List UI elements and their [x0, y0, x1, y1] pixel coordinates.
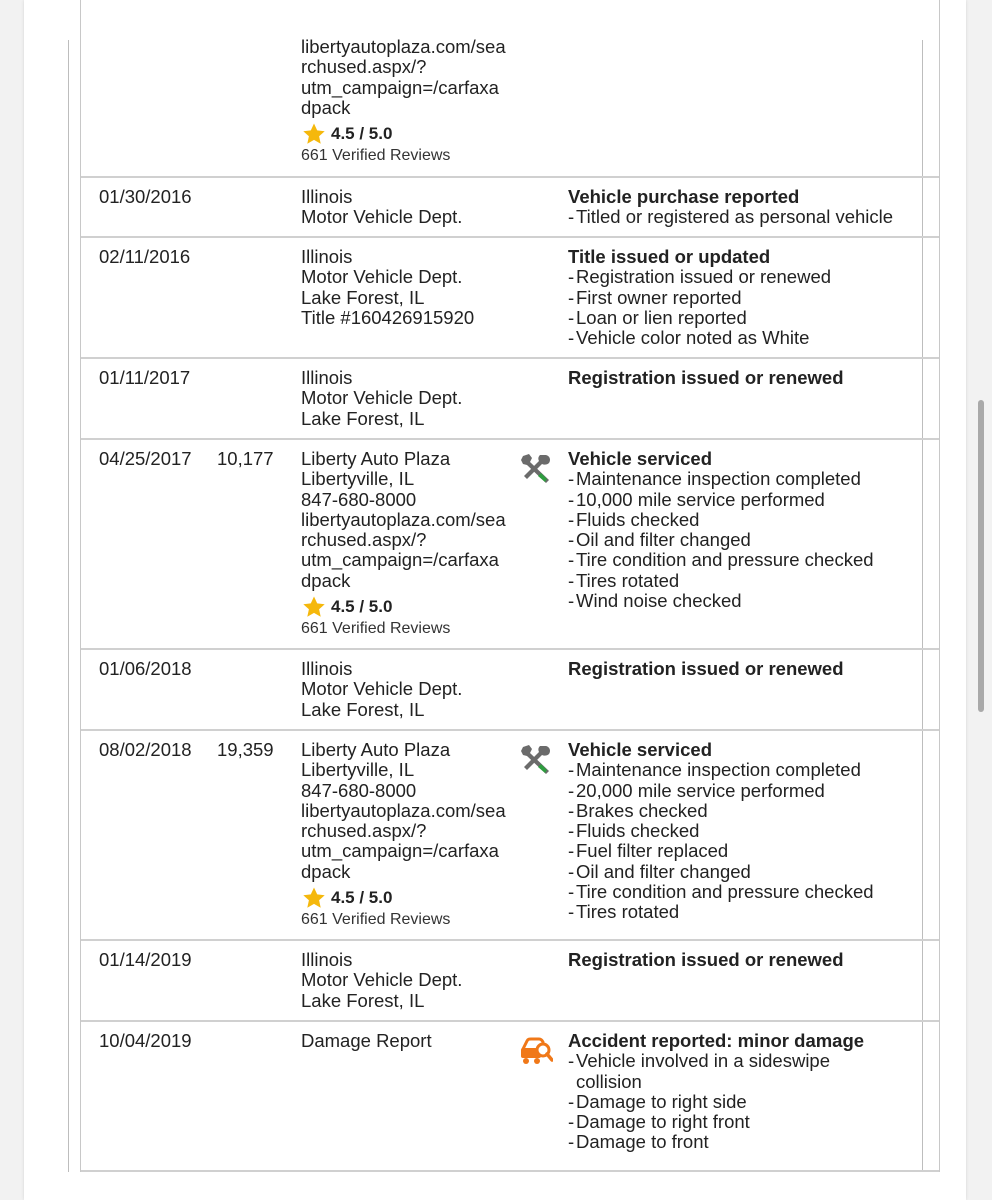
verified-reviews-link[interactable]: 661 Verified Reviews: [301, 620, 451, 638]
record-comments: [568, 187, 893, 228]
source-line: Lake Forest, IL: [301, 286, 425, 308]
comment-detail-text: Brakes checked: [576, 799, 708, 821]
comment-title: Vehicle serviced: [568, 739, 712, 760]
damaged-car-icon: [519, 1034, 553, 1066]
rating-score: 4.5 / 5.0: [331, 887, 393, 907]
comment-detail-text: Fluids checked: [576, 508, 700, 530]
star-icon: [301, 122, 327, 146]
source-line: Motor Vehicle Dept.: [301, 969, 463, 991]
source-website-link[interactable]: utm_campaign=/carfaxa: [301, 549, 499, 571]
source-website-link[interactable]: libertyautoplaza.com/sea: [301, 508, 506, 530]
comment-detail-text: 20,000 mile service performed: [576, 779, 825, 801]
source-line: Motor Vehicle Dept.: [301, 387, 463, 409]
source-line: Motor Vehicle Dept.: [301, 678, 463, 700]
comment-detail: -Titled or registered as personal vehicle: [568, 206, 894, 228]
comment-detail-text: Tire condition and pressure checked: [576, 549, 874, 571]
record-source: [301, 1031, 432, 1051]
comment-detail: -Loan or lien reported: [568, 306, 747, 328]
comment-detail-text: collision: [576, 1070, 642, 1092]
comment-detail: -Brakes checked: [568, 799, 708, 821]
rating-score: 4.5 / 5.0: [331, 124, 393, 144]
record-source: [301, 659, 462, 720]
source-line: Title #160426915920: [301, 306, 475, 328]
report-page: [24, 0, 966, 1200]
comment-detail: -10,000 mile service performed: [568, 488, 825, 510]
comment-detail: -Fluids checked: [568, 508, 700, 530]
source-website-link[interactable]: libertyautoplaza.com/sea: [301, 799, 506, 821]
record-date: 10/04/2019: [99, 1030, 192, 1051]
record-date: 01/06/2018: [99, 658, 192, 679]
verified-reviews-link[interactable]: 661 Verified Reviews: [301, 911, 451, 929]
source-rating: [301, 123, 506, 145]
comment-detail-text: Maintenance inspection completed: [576, 759, 861, 781]
source-line: Lake Forest, IL: [301, 989, 425, 1011]
source-line: 847-680-8000: [301, 488, 417, 510]
comment-detail-text: Titled or registered as personal vehicle: [576, 206, 894, 228]
history-row: [81, 238, 939, 359]
comment-detail: -Tire condition and pressure checked: [568, 881, 874, 903]
history-table: [80, 0, 940, 1172]
record-date: 02/11/2016: [99, 246, 191, 267]
source-line: Illinois: [301, 186, 353, 207]
comment-detail: -Tires rotated: [568, 569, 680, 591]
source-line: Motor Vehicle Dept.: [301, 266, 463, 288]
comment-detail-text: Tires rotated: [576, 901, 680, 923]
record-source: [301, 740, 506, 931]
source-line: Libertyville, IL: [301, 468, 415, 490]
history-row: [81, 359, 939, 440]
source-website-link[interactable]: utm_campaign=/carfaxa: [301, 76, 499, 98]
comment-title: Title issued or updated: [568, 246, 771, 267]
comment-detail: [568, 1072, 864, 1092]
comment-detail-text: Registration issued or renewed: [576, 266, 832, 288]
comment-detail-text: Fluids checked: [576, 820, 700, 842]
comment-detail: -20,000 mile service performed: [568, 779, 825, 801]
record-date: 01/11/2017: [99, 367, 191, 388]
record-source: [301, 950, 462, 1011]
record-date: 04/25/2017: [99, 448, 192, 469]
record-comments: [568, 368, 844, 388]
source-website-link[interactable]: libertyautoplaza.com/sea: [301, 36, 506, 57]
scrollbar[interactable]: [978, 400, 984, 712]
source-rating: [301, 596, 506, 618]
source-line: Liberty Auto Plaza: [301, 448, 451, 469]
comment-title: Vehicle serviced: [568, 448, 712, 469]
comment-detail-text: Maintenance inspection completed: [576, 468, 861, 490]
source-website-link[interactable]: dpack: [301, 569, 351, 591]
record-source: [301, 247, 474, 328]
comment-detail: -Damage to right side: [568, 1090, 747, 1112]
comment-detail: -Oil and filter changed: [568, 860, 751, 882]
star-icon: [301, 886, 327, 910]
history-row: [81, 440, 939, 650]
history-row: [81, 178, 939, 238]
source-website-link[interactable]: rchused.aspx/?: [301, 56, 427, 78]
comment-detail: -Damage to right front: [568, 1111, 750, 1133]
history-row: [81, 650, 939, 731]
source-line: Illinois: [301, 949, 353, 970]
record-date: 01/30/2016: [99, 186, 192, 207]
comment-title: Registration issued or renewed: [568, 367, 844, 388]
source-line: Illinois: [301, 658, 353, 679]
comment-detail-text: Loan or lien reported: [576, 306, 747, 328]
comment-detail-text: 10,000 mile service performed: [576, 488, 825, 510]
source-line: Illinois: [301, 367, 353, 388]
comment-title: Vehicle purchase reported: [568, 186, 800, 207]
source-line: Lake Forest, IL: [301, 698, 425, 720]
source-line: Liberty Auto Plaza: [301, 739, 451, 760]
star-icon: [301, 595, 327, 619]
comment-detail: -Maintenance inspection completed: [568, 468, 861, 490]
source-website-link[interactable]: rchused.aspx/?: [301, 820, 427, 842]
rating-score: 4.5 / 5.0: [331, 596, 393, 616]
record-comments: [568, 659, 844, 679]
service-tools-icon: [519, 452, 553, 484]
comment-detail-text: Oil and filter changed: [576, 860, 751, 882]
comment-detail-text: Damage to right side: [576, 1090, 747, 1112]
record-odometer: 19,359: [217, 739, 274, 760]
comment-detail: -Maintenance inspection completed: [568, 759, 861, 781]
comment-detail-text: Tire condition and pressure checked: [576, 881, 874, 903]
source-line: 847-680-8000: [301, 779, 417, 801]
record-source: [301, 449, 506, 640]
comment-detail: -Oil and filter changed: [568, 529, 751, 551]
comment-title: Registration issued or renewed: [568, 658, 844, 679]
source-line: Motor Vehicle Dept.: [301, 206, 463, 228]
source-website-link[interactable]: dpack: [301, 96, 351, 118]
record-source: [301, 187, 462, 228]
source-line: Lake Forest, IL: [301, 407, 425, 429]
source-website-link[interactable]: rchused.aspx/?: [301, 529, 427, 551]
comment-detail: -Fuel filter replaced: [568, 840, 729, 862]
record-date: 01/14/2019: [99, 949, 192, 970]
comment-detail: -Wind noise checked: [568, 590, 742, 612]
source-line: Damage Report: [301, 1030, 432, 1051]
comment-detail: -Vehicle color noted as White: [568, 327, 810, 349]
comment-detail-text: Tires rotated: [576, 569, 680, 591]
comment-detail-text: Oil and filter changed: [576, 529, 751, 551]
source-website-link[interactable]: dpack: [301, 860, 351, 882]
service-tools-icon: [519, 743, 553, 775]
record-comments: [568, 247, 831, 348]
comment-detail: -Tires rotated: [568, 901, 680, 923]
comment-detail: -First owner reported: [568, 286, 742, 308]
record-source: [301, 37, 506, 167]
record-source: [301, 368, 462, 429]
comment-detail-text: First owner reported: [576, 286, 742, 308]
comment-detail-text: Damage to front: [576, 1131, 709, 1153]
comment-detail-text: Damage to right front: [576, 1111, 750, 1133]
history-row: [81, 941, 939, 1022]
record-comments: [568, 950, 844, 970]
record-comments: [568, 740, 874, 923]
comment-detail-text: Vehicle involved in a sideswipe: [576, 1050, 831, 1072]
comment-detail-text: Vehicle color noted as White: [576, 327, 810, 349]
record-comments: [568, 1031, 864, 1153]
comment-detail: -Tire condition and pressure checked: [568, 549, 874, 571]
source-website-link[interactable]: utm_campaign=/carfaxa: [301, 840, 499, 862]
comment-detail-text: Wind noise checked: [576, 590, 742, 612]
source-line: Libertyville, IL: [301, 759, 415, 781]
source-rating: [301, 887, 506, 909]
comment-detail: -Vehicle involved in a sideswipe: [568, 1050, 831, 1072]
page-left-rule: [68, 40, 69, 1172]
record-odometer: 10,177: [217, 448, 274, 469]
record-date: 08/02/2018: [99, 739, 192, 760]
comment-detail: -Fluids checked: [568, 820, 700, 842]
comment-detail: -Registration issued or renewed: [568, 266, 832, 288]
source-line: Illinois: [301, 246, 353, 267]
comment-detail: -Damage to front: [568, 1131, 709, 1153]
history-row: [81, 1022, 939, 1172]
comment-title: Registration issued or renewed: [568, 949, 844, 970]
verified-reviews-link[interactable]: 661 Verified Reviews: [301, 147, 451, 165]
history-row: [81, 731, 939, 941]
comment-title: Accident reported: minor damage: [568, 1030, 865, 1051]
history-row: [81, 0, 939, 178]
comment-detail-text: Fuel filter replaced: [576, 840, 729, 862]
record-comments: [568, 449, 874, 611]
